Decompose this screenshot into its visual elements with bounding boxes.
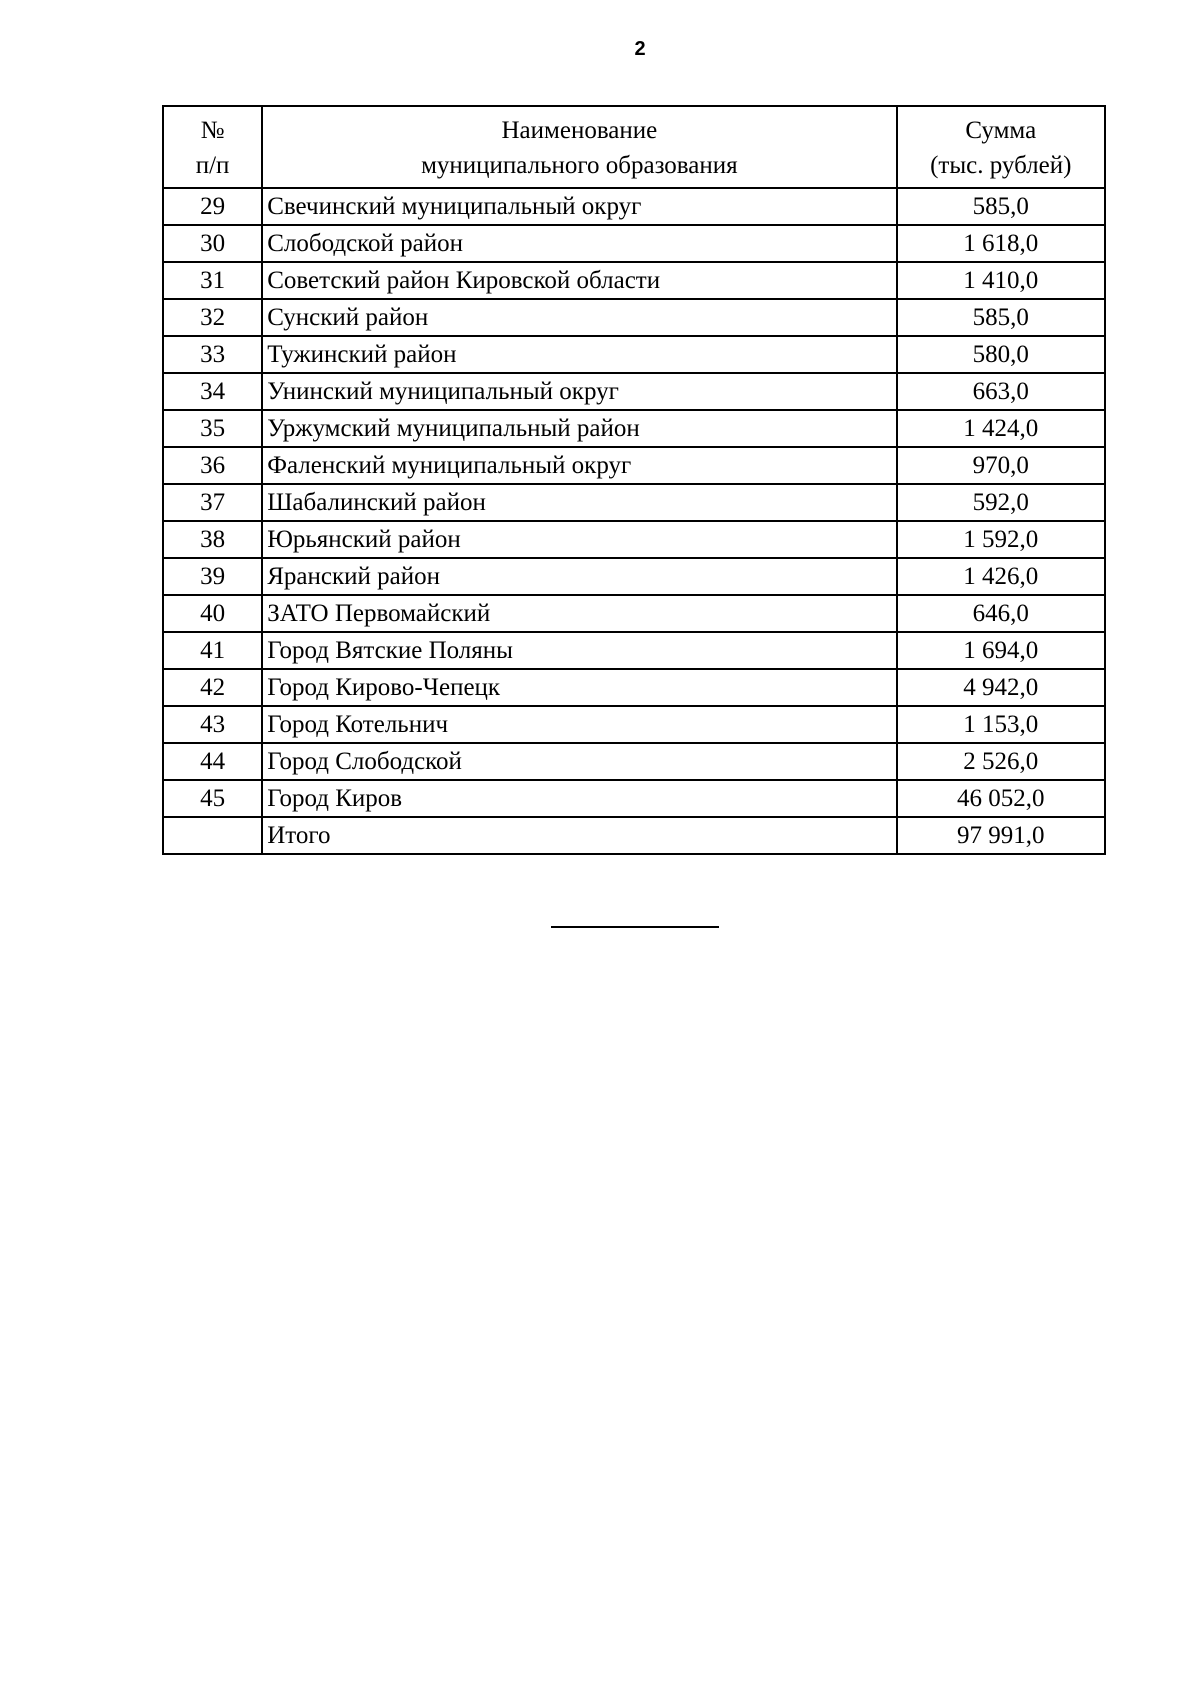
row-sum: 585,0 [897,188,1105,225]
row-name: Яранский район [262,558,896,595]
header-sum-line1: Сумма [965,117,1037,144]
header-number-line2: п/п [195,152,230,179]
row-number: 34 [163,373,262,410]
total-row [163,817,1105,854]
row-name: Юрьянский район [262,521,896,558]
row-sum: 1 592,0 [897,521,1105,558]
table-row [163,262,1105,299]
row-name: Город Слободской [262,743,896,780]
table-row [163,669,1105,706]
table-row [163,521,1105,558]
row-sum: 970,0 [897,447,1105,484]
table-row [163,706,1105,743]
row-number: 41 [163,632,262,669]
row-sum: 1 426,0 [897,558,1105,595]
row-number: 44 [163,743,262,780]
row-number: 30 [163,225,262,262]
table-row [163,632,1105,669]
table-row [163,373,1105,410]
header-number-line1: № [200,117,225,144]
row-name: Город Котельнич [262,706,896,743]
row-number: 32 [163,299,262,336]
row-number: 37 [163,484,262,521]
total-label: Итого [262,817,896,854]
table-row [163,780,1105,817]
row-sum: 2 526,0 [897,743,1105,780]
table-row [163,484,1105,521]
row-name: Унинский муниципальный округ [262,373,896,410]
row-name: Слободской район [262,225,896,262]
table-body [163,188,1105,854]
row-sum: 1 410,0 [897,262,1105,299]
header-name-line2: муниципального образования [421,152,738,179]
table-row [163,225,1105,262]
table-header [163,106,1105,188]
row-name: Город Вятские Поляны [262,632,896,669]
header-name-line1: Наименование [501,117,658,144]
row-name: Свечинский муниципальный округ [262,188,896,225]
end-separator-line [551,926,719,928]
row-number: 45 [163,780,262,817]
row-name: Город Кирово-Чепецк [262,669,896,706]
table-row [163,558,1105,595]
row-sum: 46 052,0 [897,780,1105,817]
row-name: Тужинский район [262,336,896,373]
total-number [163,817,262,854]
row-number: 38 [163,521,262,558]
row-name: Шабалинский район [262,484,896,521]
row-number: 39 [163,558,262,595]
row-name: ЗАТО Первомайский [262,595,896,632]
header-sum [897,106,1105,188]
row-sum: 1 424,0 [897,410,1105,447]
row-name: Сунский район [262,299,896,336]
header-name [262,106,896,188]
row-name: Город Киров [262,780,896,817]
table-row [163,336,1105,373]
header-row [163,106,1105,188]
row-number: 35 [163,410,262,447]
row-name: Советский район Кировской области [262,262,896,299]
page-number: 2 [634,38,646,60]
table-row [163,743,1105,780]
row-number: 40 [163,595,262,632]
row-sum: 580,0 [897,336,1105,373]
row-number: 31 [163,262,262,299]
budget-allocation-table [162,105,1106,855]
row-name: Уржумский муниципальный район [262,410,896,447]
table-row [163,188,1105,225]
row-sum: 646,0 [897,595,1105,632]
table-row [163,447,1105,484]
table-row [163,299,1105,336]
row-sum: 663,0 [897,373,1105,410]
row-sum: 1 618,0 [897,225,1105,262]
row-number: 36 [163,447,262,484]
table-row [163,410,1105,447]
row-sum: 4 942,0 [897,669,1105,706]
row-number: 43 [163,706,262,743]
row-sum: 1 694,0 [897,632,1105,669]
row-sum: 592,0 [897,484,1105,521]
header-number [163,106,262,188]
row-number: 33 [163,336,262,373]
table-row [163,595,1105,632]
row-number: 42 [163,669,262,706]
row-name: Фаленский муниципальный округ [262,447,896,484]
row-sum: 585,0 [897,299,1105,336]
row-sum: 1 153,0 [897,706,1105,743]
row-number: 29 [163,188,262,225]
header-sum-line2: (тыс. рублей) [930,152,1072,179]
total-sum: 97 991,0 [897,817,1105,854]
